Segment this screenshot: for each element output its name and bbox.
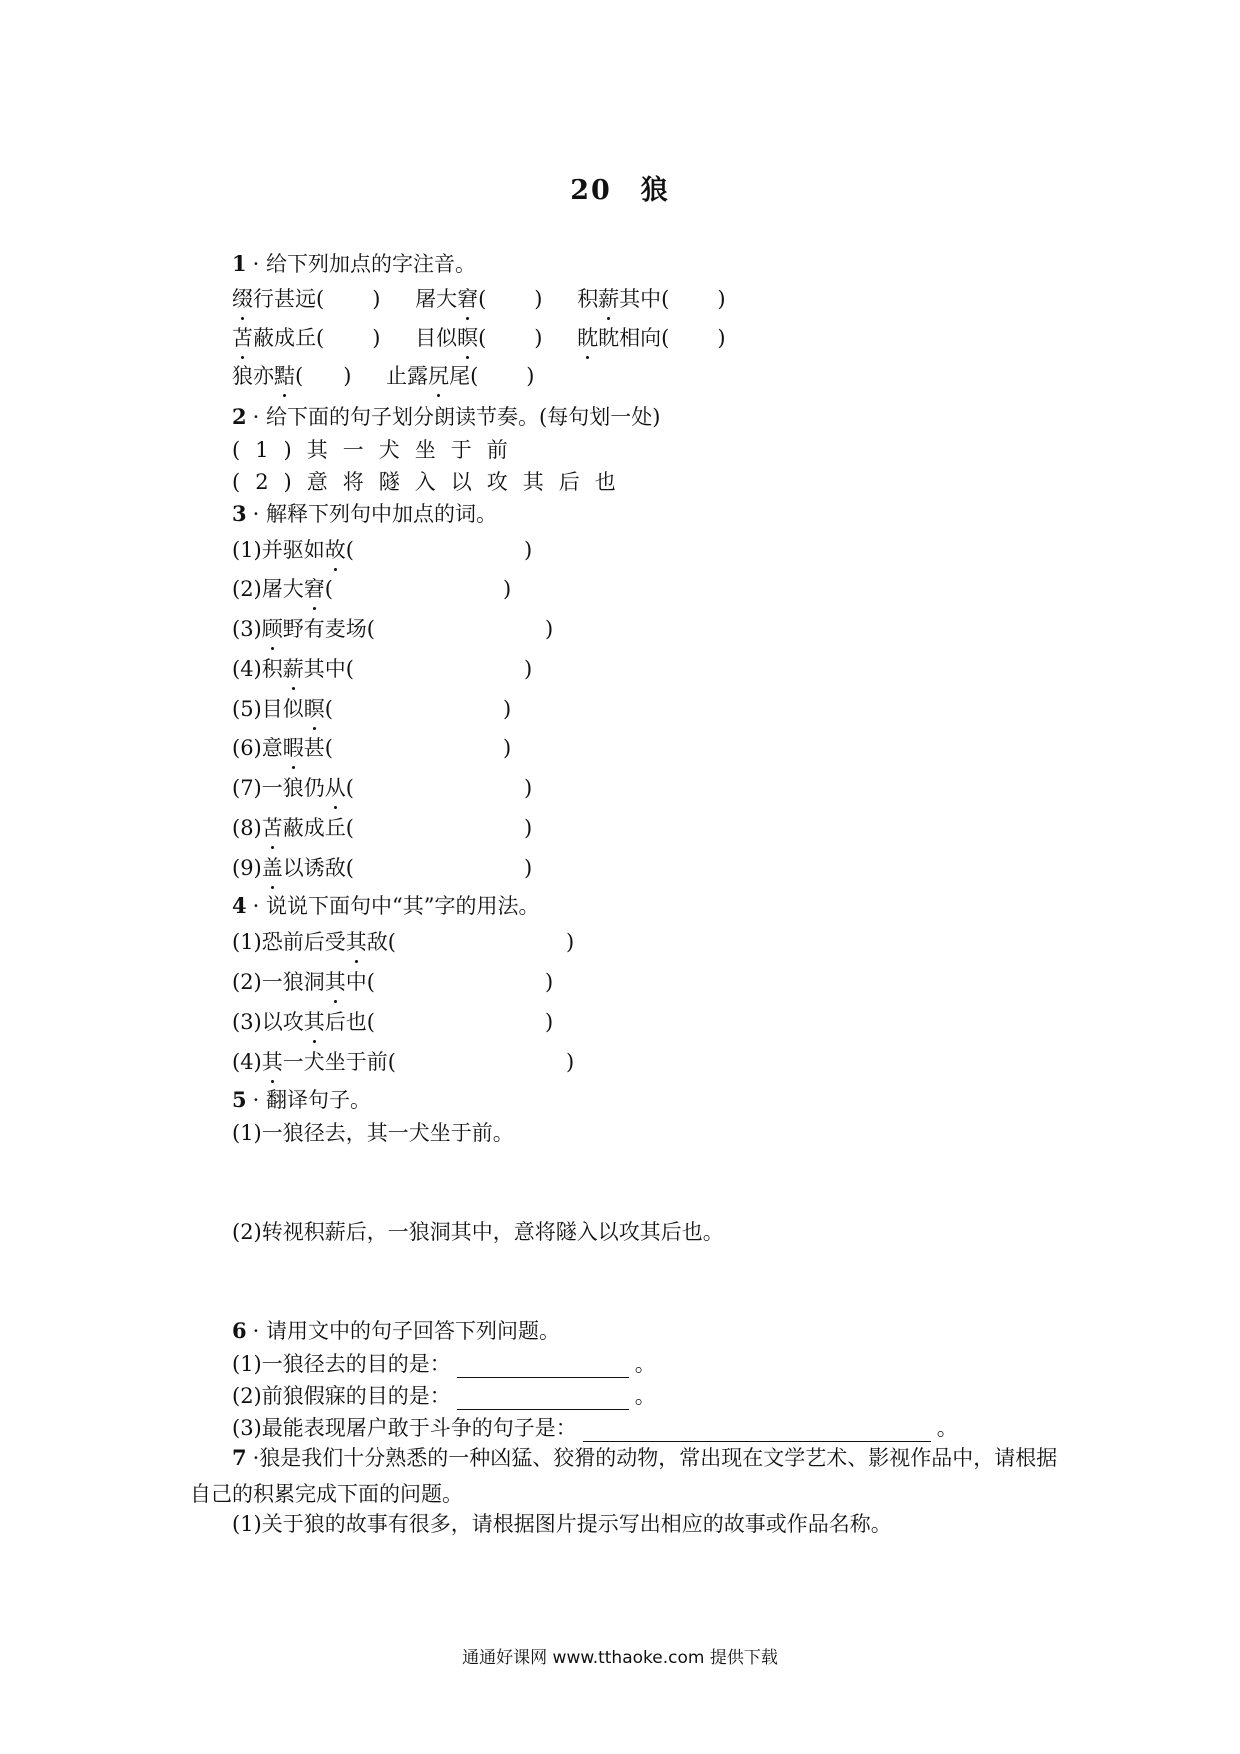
q1-row-1 (232, 285, 754, 313)
q6-text: 请用文中的句子回答下列问题。 (266, 1319, 560, 1343)
q2-heading: 2 · 给下面的句子划分朗读节奏。(每句划一处) (232, 404, 661, 429)
q2-text: 给下面的句子划分朗读节奏。(每句划一处) (266, 405, 661, 429)
q5-heading: 5 · 翻译句子。 (232, 1087, 371, 1112)
q4-heading: 4 · 说说下面句中“其”字的用法。 (232, 893, 540, 918)
q3-item: (3)顾野有麦场( ) (232, 617, 554, 641)
q6-item-1: (1)一狼径去的目的是： 。 (232, 1352, 656, 1376)
q5-item-1: (1)一狼径去，其一犬坐于前。 (232, 1121, 514, 1145)
q7-number: 7 (232, 1445, 247, 1470)
q3-item: (2)屠大窘( ) (232, 577, 512, 601)
q4-item: (1)恐前后受其敌( ) (232, 930, 575, 954)
q4-number: 4 (232, 893, 247, 918)
q3-item: (9)盖以诱敌( ) (232, 856, 533, 880)
q1-item: 狼亦黠( ) (232, 364, 352, 388)
q3-item: (5)目似瞑( ) (232, 697, 512, 721)
q1-heading: 1 · 给下列加点的字注音。 (232, 251, 476, 276)
footer: 通通好课网 www.tthaoke.com 提供下载 (462, 1648, 778, 1668)
q1-text: 给下列加点的字注音。 (266, 252, 476, 276)
q7-paragraph: 7 ·狼是我们十分熟悉的一种凶猛、狡猾的动物，常出现在文学艺术、影视作品中，请根据自己的积累完成下面的问题。 (190, 1445, 1058, 1506)
q4-text: 说说下面句中“其”字的用法。 (266, 894, 540, 918)
q1-item: 积薪其中( ) (577, 287, 726, 311)
q6-heading: 6 · 请用文中的句子回答下列问题。 (232, 1318, 560, 1343)
q1-row-2 (232, 324, 754, 352)
q4-item: (4)其一犬坐于前( ) (232, 1050, 575, 1074)
q1-number: 1 (232, 251, 247, 276)
q1-item: 止露尻尾( ) (386, 364, 535, 388)
q3-item: (8)苫蔽成丘( ) (232, 816, 533, 840)
answer-blank[interactable] (457, 1355, 629, 1378)
q7-sub-1: (1)关于狼的故事有很多，请根据图片提示写出相应的故事或作品名称。 (232, 1512, 892, 1536)
q5-item-2: (2)转视积薪后，一狼洞其中，意将隧入以攻其后也。 (232, 1220, 724, 1244)
q4-item: (2)一狼洞其中( ) (232, 970, 554, 994)
q3-number: 3 (232, 501, 247, 526)
q1-item: 苫蔽成丘( ) (232, 326, 381, 350)
q2-number: 2 (232, 404, 247, 429)
q7-text: 狼是我们十分熟悉的一种凶猛、狡猾的动物，常出现在文学艺术、影视作品中，请根据自己的积累完成下面的问题。 (190, 1446, 1058, 1506)
q3-item: (7)一狼仍从( ) (232, 776, 533, 800)
q1-item: 缀行甚远( ) (232, 287, 381, 311)
q5-number: 5 (232, 1087, 247, 1112)
page-title: 20 狼 (570, 175, 670, 206)
answer-blank[interactable] (583, 1419, 931, 1442)
q1-item: 眈眈相向( ) (577, 326, 726, 350)
q3-item: (4)积薪其中( ) (232, 657, 533, 681)
q4-item: (3)以攻其后也( ) (232, 1010, 554, 1034)
answer-blank[interactable] (457, 1387, 629, 1410)
q1-item: 目似瞑( ) (415, 326, 543, 350)
q2-item-1: (1)其一犬坐于前 (232, 438, 523, 462)
q1-row-3 (232, 362, 563, 390)
q3-text: 解释下列句中加点的词。 (266, 502, 497, 526)
q6-item-3: (3)最能表现屠户敢于斗争的句子是： 。 (232, 1416, 958, 1440)
q1-item: 屠大窘( ) (415, 287, 543, 311)
q6-item-2: (2)前狼假寐的目的是： 。 (232, 1384, 656, 1408)
q2-item-2: (2)意将隧入以攻其后也 (232, 470, 631, 494)
q3-item: (1)并驱如故( ) (232, 538, 533, 562)
q5-text: 翻译句子。 (266, 1088, 371, 1112)
q3-heading: 3 · 解释下列句中加点的词。 (232, 501, 497, 526)
q6-number: 6 (232, 1318, 247, 1343)
q3-item: (6)意暇甚( ) (232, 736, 512, 760)
